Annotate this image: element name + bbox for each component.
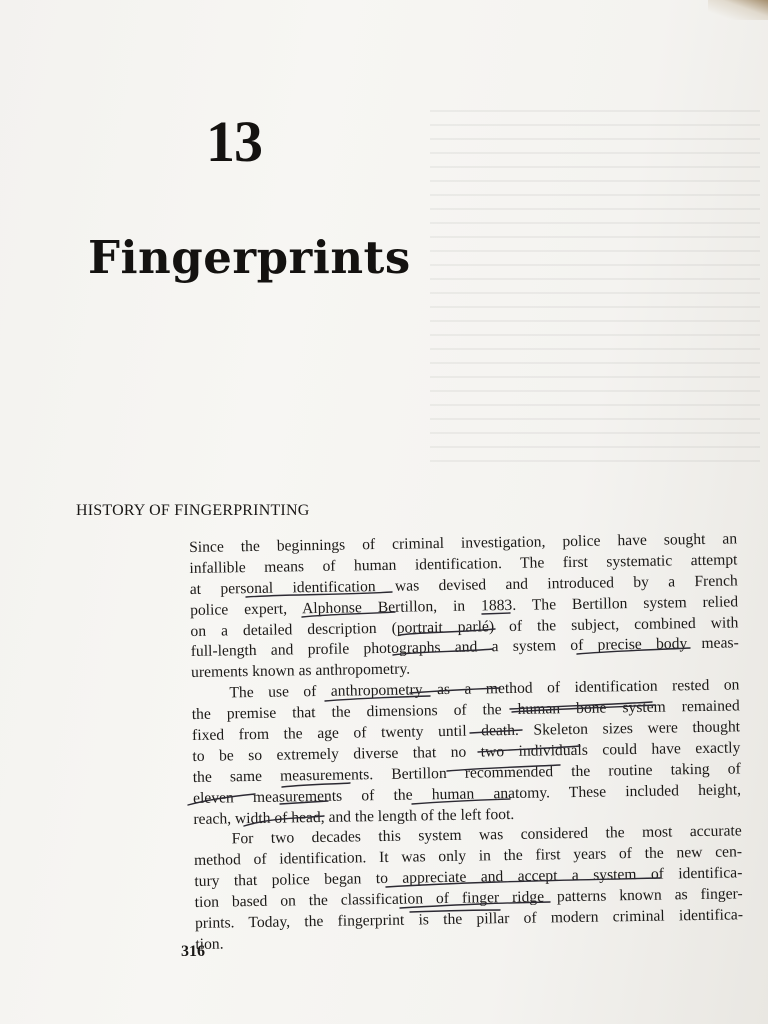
body-line: the same measurements. Bertillon recommended the routine taking of <box>192 760 741 786</box>
body-line: eleven measurements of the human anatomy. These included height, <box>192 781 742 807</box>
page-number: 316 <box>181 943 205 960</box>
body-line: tury that police began to appreciate and accept a system of identifica- <box>194 864 743 891</box>
page-corner-shadow <box>708 0 768 20</box>
body-line: method of identification. It was only in the first years of the new cen- <box>193 843 743 870</box>
body-line: tion. <box>195 935 224 953</box>
body-line: urements known as anthropometry. <box>190 660 411 682</box>
body-line: infallible means of human identification. The first systematic attempt <box>189 551 738 577</box>
body-line: tion based on the classification of finger ridge patterns known as finger- <box>194 885 743 912</box>
chapter-title: Fingerprints <box>88 231 411 284</box>
body-line: prints. Today, the fingerprint is the pillar of modern criminal identifica- <box>194 906 744 932</box>
body-line: at personal identification was devised and introduced by a French <box>189 572 738 598</box>
body-line: fixed from the age of twenty until death. Skeleton sizes were thought <box>191 718 741 744</box>
body-line: on a detailed description (portrait parlé) of the subject, combined with <box>190 613 739 640</box>
chapter-number: 13 <box>206 109 262 174</box>
show-through-text <box>430 110 760 470</box>
body-line: to be so extremely diverse that no two individuals could have exactly <box>192 739 741 765</box>
body-line: The use of anthropometry as a method of identification rested on <box>229 676 740 702</box>
body-line: full-length and profile photographs and a system of precise body meas- <box>190 634 739 661</box>
body-line: reach, width of head, and the length of the left foot. <box>193 805 515 828</box>
body-line: police expert, Alphonse Bertillon, in 1883. The Bertillon system relied <box>190 593 739 619</box>
body-text <box>189 529 743 955</box>
body-line: For two decades this system was considered the most accurate <box>231 822 742 848</box>
body-line: the premise that the dimensions of the human bone system remained <box>191 697 740 724</box>
body-line: Since the beginnings of criminal investigation, police have sought an <box>189 530 738 556</box>
section-heading: HISTORY OF FINGERPRINTING <box>76 502 310 519</box>
